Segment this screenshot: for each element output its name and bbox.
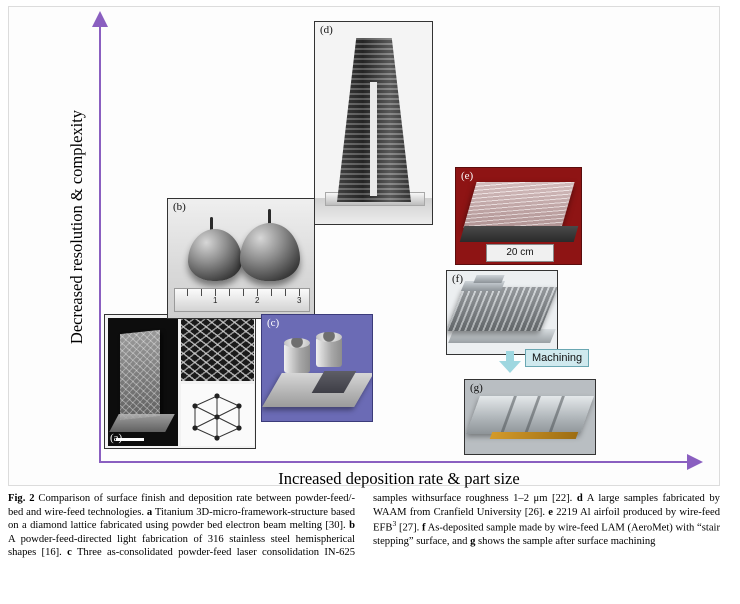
sem-mesh-closeup [181,318,254,381]
y-axis-label: Decreased resolution & complexity [67,109,86,345]
caption-text-9: As-deposited sample made by wire-feed LAM (AeroMet) with “stair stepping” surface, and [373,522,720,548]
x-axis-label: Increased deposition rate & part size [278,469,520,488]
panel-f-tag: (f) [452,273,463,285]
caption-text-4: Three as-consolidated powder-feed laser consolidation IN-625 samples with [71,493,431,559]
reference-rod [490,432,579,439]
panel-g-tag: (g) [470,382,483,394]
caption-bold-f: f [421,522,426,534]
caption-bold-a: a [146,506,153,518]
caption-text-8: [27]. [396,522,422,534]
diamond-lattice-icon [181,384,254,446]
panel-a-image [104,314,256,449]
caption-bold-b: b [349,520,355,532]
sem-lattice-view [108,318,178,446]
ruler [174,288,310,312]
caption-superscript: 3 [392,519,397,529]
panel-b-tag: (b) [173,201,186,213]
caption-figure-label: Fig. 2 [8,493,35,504]
x-axis-line [99,461,691,463]
ruler-tick-1: 1 [213,296,218,305]
as-deposited-body [446,287,558,331]
scale-label: 20 cm [486,244,554,262]
caption-text-2: Titanium 3D-micro-framework-structure based on a diamond lattice fabricated using powder bed electron beam melting [30]. [8,506,355,532]
caption-bold-d: d [576,493,583,504]
waam-part-slot [370,82,377,196]
panel-e-tag: (e) [461,170,474,182]
panel-c-image [261,314,373,422]
caption-text-6: A large samples fabricated by WAAM from Cranfield University [26]. [373,493,720,518]
x-axis-arrowhead [687,454,703,470]
machining-label: Machining [525,349,589,367]
aluminium-airfoil [463,182,574,228]
ruler-tick-3: 3 [297,296,302,305]
caption-text-1: Comparison of surface finish and deposition rate between powder-feed/-bed and wire-feed technologies. [8,493,355,518]
lattice-block-shape [120,330,160,420]
ruler-tick-2: 2 [255,296,260,305]
caption-bold-e: e [548,506,553,518]
caption-bold-g: g [470,536,476,548]
in625-cylinder-sample-2 [316,337,342,367]
panel-g-image [464,379,596,455]
y-axis-arrowhead [92,11,108,27]
caption-text-10: shows the sample after surface machining [475,536,656,548]
machining-arrow-icon [499,351,521,373]
panel-f-image [446,270,558,355]
caption-text-5: surface roughness 1–2 μm [22]. [430,493,577,504]
airfoil-support-bench [460,226,579,242]
panel-e-image [455,167,582,265]
y-axis-line [99,25,101,463]
caption-bold-c: c [67,547,72,559]
panel-d-tag: (d) [320,24,333,36]
substrate-plate [448,329,556,343]
figure-image-panel [8,6,720,486]
caption-text-3: A powder-feed-directed light fabrication of 316 stainless steel hemispherical shapes [16]. [8,533,355,559]
panel-d-image [314,21,433,225]
panel-a-tag: (a) [110,432,123,444]
mesh-texture [181,318,254,381]
panel-b-image [167,198,315,319]
lattice-base-shape [109,414,175,432]
stair-step-2 [473,275,504,283]
in625-cylinder-sample-1 [284,343,310,373]
figure-caption [8,492,720,596]
caption-text-7: 2219 Al airfoil produced by wire-feed EFB [373,506,720,534]
panel-c-tag: (c) [267,317,280,329]
